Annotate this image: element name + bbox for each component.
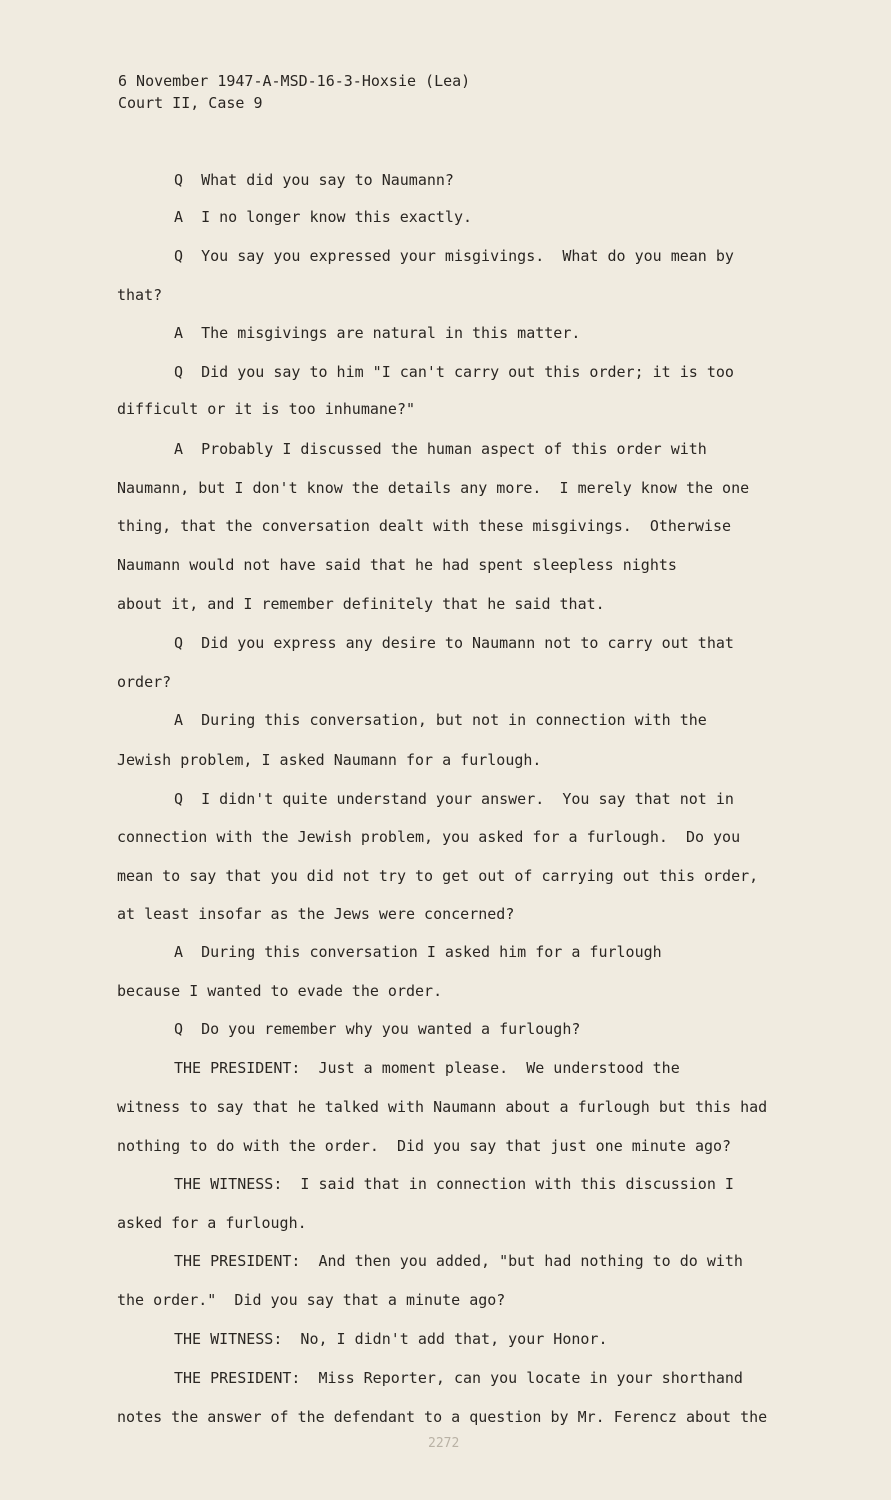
transcript-line: thing, that the conversation dealt with these misgivings. Otherwise	[117, 517, 732, 535]
transcript-line: A The misgivings are natural in this matter.	[174, 324, 581, 342]
transcript-line: Q What did you say to Naumann?	[174, 171, 454, 189]
transcript-line: Q You say you expressed your misgivings. What do you mean by	[174, 247, 734, 265]
transcript-line: THE WITNESS: No, I didn't add that, your Honor.	[174, 1330, 608, 1348]
transcript-line: mean to say that you did not try to get out of carrying out this order,	[117, 867, 759, 885]
transcript-line: Q Did you say to him "I can't carry out this order; it is too	[174, 363, 734, 381]
transcript-line: witness to say that he talked with Naumann about a furlough but this had	[117, 1098, 768, 1116]
transcript-line: THE PRESIDENT: Miss Reporter, can you locate in your shorthand	[174, 1369, 743, 1387]
transcript-line: asked for a furlough.	[117, 1214, 307, 1232]
transcript-line: THE PRESIDENT: And then you added, "but had nothing to do with	[174, 1252, 743, 1270]
transcript-line: THE PRESIDENT: Just a moment please. We understood the	[174, 1059, 680, 1077]
transcript-line: the order." Did you say that a minute ago?	[117, 1291, 506, 1309]
transcript-line: Naumann, but I don't know the details any more. I merely know the one	[117, 479, 750, 497]
transcript-line: nothing to do with the order. Did you say that just one minute ago?	[117, 1137, 732, 1155]
transcript-line: Q Do you remember why you wanted a furlough?	[174, 1020, 581, 1038]
page-number: 2272	[428, 1436, 460, 1451]
transcript-line: Q I didn't quite understand your answer. You say that not in	[174, 790, 734, 808]
transcript-line: A I no longer know this exactly.	[174, 208, 473, 226]
transcript-line: THE WITNESS: I said that in connection with this discussion I	[174, 1175, 734, 1193]
transcript-line: about it, and I remember definitely that he said that.	[117, 595, 605, 613]
transcript-line: connection with the Jewish problem, you asked for a furlough. Do you	[117, 828, 741, 846]
transcript-line: A During this conversation I asked him for a furlough	[174, 943, 662, 961]
transcript-line: Q Did you express any desire to Naumann not to carry out that	[174, 634, 734, 652]
transcript-line: that?	[117, 286, 163, 304]
transcript-line: notes the answer of the defendant to a question by Mr. Ferencz about the	[117, 1408, 768, 1426]
transcript-line: A Probably I discussed the human aspect of this order with	[174, 440, 707, 458]
transcript-line: Naumann would not have said that he had spent sleepless nights	[117, 556, 677, 574]
header-court-case: Court II, Case 9	[118, 94, 263, 112]
document-header	[118, 70, 470, 114]
transcript-line: because I wanted to evade the order.	[117, 982, 443, 1000]
transcript-line: order?	[117, 673, 172, 691]
header-date-code: 6 November 1947-A-MSD-16-3-Hoxsie (Lea)	[118, 72, 471, 90]
transcript-line: Jewish problem, I asked Naumann for a furlough.	[117, 751, 542, 769]
transcript-line: A During this conversation, but not in connection with the	[174, 711, 707, 729]
transcript-line: difficult or it is too inhumane?"	[117, 400, 416, 418]
transcript-line: at least insofar as the Jews were concerned?	[117, 905, 515, 923]
